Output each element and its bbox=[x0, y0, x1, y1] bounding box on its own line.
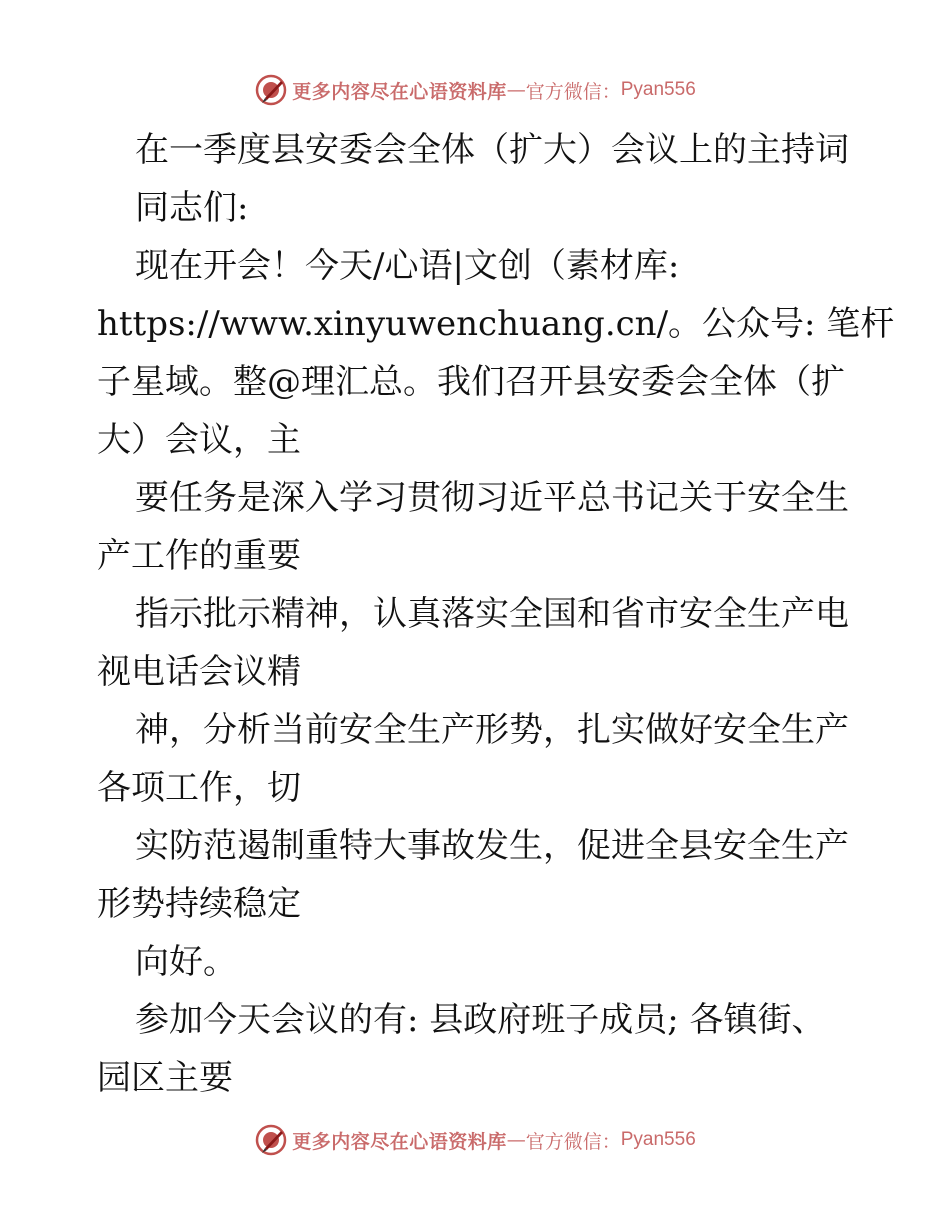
doc-line: 产工作的重要 bbox=[97, 536, 301, 576]
doc-line: 指示批示精神，认真落实全国和省市安全生产电 bbox=[135, 594, 849, 634]
banner-wechat-id: Pyan556 bbox=[620, 1129, 696, 1150]
doc-line: 大）会议，主 bbox=[97, 420, 301, 460]
doc-line: 视电话会议精 bbox=[97, 652, 301, 692]
pen-logo-icon bbox=[254, 1123, 288, 1157]
doc-line: 参加今天会议的有: 县政府班子成员; 各镇街、 bbox=[135, 1000, 826, 1040]
banner-site-name: 更多内容尽在心语资料库 bbox=[292, 1130, 507, 1153]
doc-line: 要任务是深入学习贯彻习近平总书记关于安全生 bbox=[135, 478, 849, 518]
doc-line: https://www.xinyuwenchuang.cn/。公众号: 笔杆 bbox=[97, 304, 895, 344]
banner-wechat-id: Pyan556 bbox=[620, 79, 696, 100]
doc-line: 实防范遏制重特大事故发生，促进全县安全生产 bbox=[135, 826, 849, 866]
doc-line: 形势持续稳定 bbox=[97, 884, 301, 924]
pen-logo-icon bbox=[254, 73, 288, 107]
doc-line: 现在开会！今天/心语|文创（素材库: bbox=[135, 246, 680, 286]
doc-line: 神，分析当前安全生产形势，扎实做好安全生产 bbox=[135, 710, 849, 750]
doc-salutation: 同志们: bbox=[135, 188, 249, 228]
doc-line: 向好。 bbox=[135, 942, 237, 982]
header-banner bbox=[0, 70, 950, 110]
doc-title: 在一季度县安委会全体（扩大）会议上的主持词 bbox=[135, 130, 849, 170]
footer-banner bbox=[0, 1120, 950, 1160]
banner-wechat-label: 官方微信： bbox=[525, 80, 621, 103]
banner-wechat-label: 官方微信： bbox=[525, 1130, 621, 1153]
doc-line: 各项工作，切 bbox=[97, 768, 301, 808]
doc-line: 园区主要 bbox=[97, 1058, 233, 1098]
banner-separator: — bbox=[506, 1129, 526, 1151]
banner-separator: — bbox=[506, 79, 526, 101]
banner-site-name: 更多内容尽在心语资料库 bbox=[292, 80, 507, 103]
doc-line: 子星域。整@理汇总。我们召开县安委会全体（扩 bbox=[97, 362, 845, 402]
